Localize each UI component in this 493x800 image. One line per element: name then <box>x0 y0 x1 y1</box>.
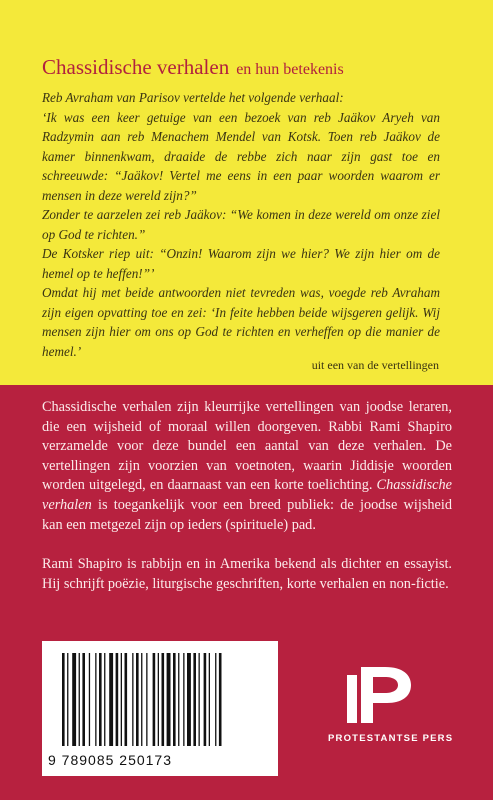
barcode-bar <box>67 653 68 746</box>
barcode-bar <box>153 653 156 746</box>
barcode-bar <box>95 653 96 746</box>
excerpt-panel <box>0 0 493 385</box>
book-description <box>42 398 452 614</box>
title-subtitle: en hun betekenis <box>236 61 344 78</box>
barcode-bar <box>173 653 176 746</box>
excerpt-source: uit een van de vertellingen <box>311 358 439 372</box>
barcode-bar <box>99 653 102 746</box>
barcode-bar <box>132 653 133 746</box>
description-paragraph <box>42 398 452 535</box>
title-main: Chassidische verhalen <box>42 55 230 79</box>
excerpt-line: ‘Ik was een keer getuige van een bezoek van reb Jaäkov Aryeh van Radzymin aan reb Menachem Mendel van Kotsk. Toen reb Jaäkov de kamer binnenkwam, draaide de rebbe zich naar zijn gast toe en schreeuwde: “Jaäkov! Vertel me eens in een paar woorden waarom er mensen in deze wereld zijn?” <box>42 109 440 203</box>
excerpt-line: Reb Avraham van Parisov vertelde het volgende verhaal: <box>42 90 344 105</box>
excerpt-line: Zonder te aarzelen zei reb Jaäkov: “We komen in deze wereld om onze ziel op God te richten.” <box>42 207 440 242</box>
barcode-bar <box>79 653 80 746</box>
barcode-bar <box>199 653 200 746</box>
barcode-bar <box>89 653 90 746</box>
barcode-bar <box>158 653 159 746</box>
publisher-name: PROTESTANTSE PERS <box>328 733 454 744</box>
publisher-p-logo-icon <box>345 665 415 725</box>
description-title-italic: Chassidische verhalen <box>42 477 452 513</box>
story-excerpt <box>42 88 440 361</box>
barcode-bar <box>104 653 105 746</box>
excerpt-line: De Kotsker riep uit: “Onzin! Waarom zijn we hier? We zijn hier om de hemel op te heffen!”’ <box>42 246 440 281</box>
barcode-bar <box>146 653 147 746</box>
barcode-bar <box>82 653 85 746</box>
barcode-bar <box>219 653 222 746</box>
barcode-bar <box>167 653 171 746</box>
title <box>42 55 344 80</box>
barcode-box <box>42 641 278 776</box>
barcode-bar <box>136 653 139 746</box>
barcode-bar <box>215 653 216 746</box>
barcode-bar <box>141 653 142 746</box>
barcode-bar <box>209 653 210 746</box>
barcode-bar <box>121 653 122 746</box>
isbn-number: 9 789085 250173 <box>48 752 172 768</box>
barcode-bar <box>62 653 65 746</box>
barcode-bar <box>72 653 76 746</box>
barcode-bar <box>178 653 179 746</box>
barcode-bar <box>162 653 165 746</box>
barcode-bar <box>183 653 184 746</box>
excerpt-line: Omdat hij met beide antwoorden niet tevreden was, voegde reb Avraham zijn eigen opvatting toe en zei: ‘In feite hebben beide wijsgeren gelijk. Wij mensen zijn hier om ons op God te richten en verheffen op die manier de hemel.’ <box>42 285 440 359</box>
barcode-bars <box>62 653 258 746</box>
author-bio: Rami Shapiro is rabbijn en in Amerika bekend als dichter en essayist. Hij schrijft poëzie, liturgische geschriften, korte verhalen en non-fictie. <box>42 556 452 592</box>
description-text: Chassidische verhalen zijn kleurrijke vertellingen van joodse leraren, die een wijsheid of moraal willen doorgeven. Rabbi Rami Shapiro verzamelde voor deze bundel een aantal van deze verhalen. De vertellingen zijn voorzien van voetnoten, waarin Jiddisje woorden worden uitgelegd, en daarnaast van een korte toelichting. <box>42 399 452 494</box>
barcode-bar <box>204 653 207 746</box>
barcode-bar <box>116 653 119 746</box>
description-text: is toegankelijk voor een breed publiek: de joodse wijsheid kan een metgezel zijn op ieders (spirituele) pad. <box>42 496 452 533</box>
barcode-bar <box>125 653 128 746</box>
barcode-bar <box>193 653 196 746</box>
barcode-bar <box>187 653 191 746</box>
barcode-bar <box>109 653 113 746</box>
